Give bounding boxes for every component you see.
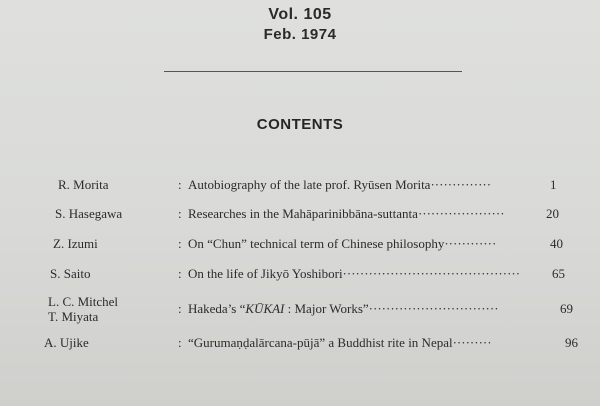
toc-entry bbox=[0, 236, 600, 268]
toc-entry bbox=[0, 294, 600, 326]
toc-title: “Gurumaṇḍalārcana-pūjā” a Buddhist rite in Nepal········· bbox=[188, 335, 492, 350]
toc-colon: : bbox=[178, 177, 182, 192]
toc-colon: : bbox=[178, 335, 182, 350]
toc-page-number: 96 bbox=[565, 335, 578, 350]
toc-entry bbox=[0, 335, 600, 367]
toc-page-number: 1 bbox=[550, 177, 557, 192]
toc-title-part: Hakeda’s “ bbox=[188, 301, 246, 316]
toc-title bbox=[188, 301, 499, 317]
toc-author-group bbox=[48, 294, 118, 324]
toc-author: L. C. Mitchel bbox=[48, 294, 119, 309]
toc-page-number: 40 bbox=[550, 236, 563, 251]
toc-title: Autobiography of the late prof. Ryūsen Morita·············· bbox=[188, 177, 492, 192]
toc-title: On the life of Jikyō Yoshibori········································· bbox=[188, 266, 521, 281]
toc-author: A. Ujike bbox=[44, 335, 89, 350]
toc-page-number: 69 bbox=[560, 301, 573, 316]
toc-title: Researches in the Mahāparinibbāna-suttanta···················· bbox=[188, 206, 505, 221]
toc-title: On “Chun” technical term of Chinese philosophy············ bbox=[188, 236, 497, 251]
toc-entry bbox=[0, 177, 600, 209]
issue-date: Feb. 1974 bbox=[263, 26, 337, 43]
toc-author: R. Morita bbox=[58, 177, 109, 192]
toc-page-number: 20 bbox=[546, 206, 559, 221]
toc-page-number: 65 bbox=[552, 266, 565, 281]
toc-title-part: : Major Works”······························ bbox=[284, 301, 499, 316]
toc-colon: : bbox=[178, 301, 182, 316]
toc-author: S. Saito bbox=[50, 266, 91, 281]
toc-author: S. Hasegawa bbox=[55, 206, 123, 221]
contents-heading: CONTENTS bbox=[256, 116, 344, 133]
toc-colon: : bbox=[178, 206, 182, 221]
toc-author: T. Miyata bbox=[48, 309, 99, 324]
volume-number: Vol. 105 bbox=[268, 6, 332, 23]
toc-colon: : bbox=[178, 236, 182, 251]
toc-entry bbox=[0, 206, 600, 238]
toc-title-italic: KŪKAI bbox=[245, 301, 285, 316]
divider-rule bbox=[164, 71, 462, 72]
toc-colon: : bbox=[178, 266, 182, 281]
toc-author: Z. Izumi bbox=[53, 236, 98, 251]
